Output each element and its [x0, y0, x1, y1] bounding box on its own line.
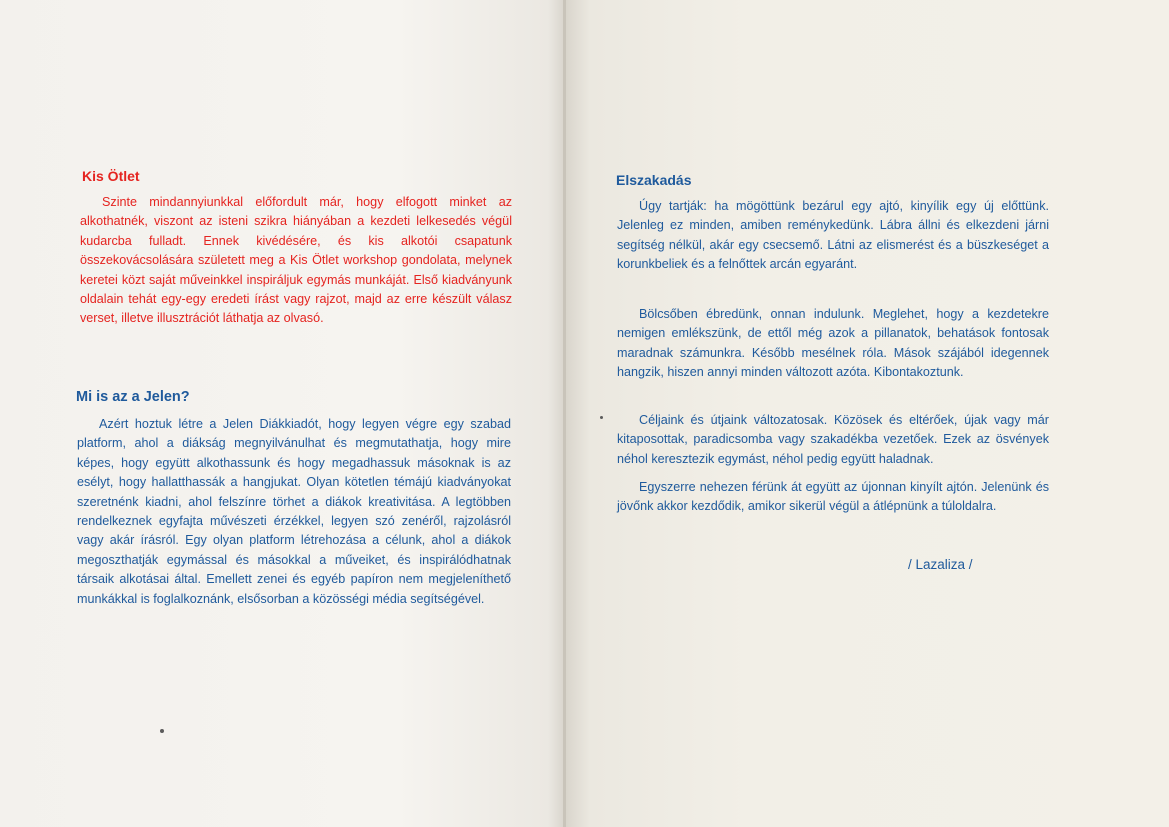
elszakadas-paragraph-4: Egyszerre nehezen férünk át együtt az újonnan kinyílt ajtón. Jelenünk és jövőnk akkor kezdődik, amikor sikerül végül a átlépnünk a túloldalra.	[617, 480, 1049, 514]
author-signature: / Lazaliza /	[908, 557, 973, 572]
elszakadas-paragraph-3: Céljaink és útjaink változatosak. Közösek és eltérőek, újak vagy már kitaposottak, paradicsomba vagy szakadékba vezetőek. Ezek az ösvények néhol keresztezik egymást, néhol pedig együtt haladnak.	[617, 413, 1049, 466]
left-page	[0, 0, 565, 827]
paper-speck	[600, 416, 603, 419]
elszakadas-paragraph-2: Bölcsőben ébredünk, onnan indulunk. Meglehet, hogy a kezdetekre nemigen emlékszünk, de ettől még azok a pillanatok, behatások fontosak maradnak számunkra. Később mesélnek róla. Mások szájából idegennek hangzik, hiszen annyi minden változott azóta. Kibontakoztunk.	[617, 307, 1049, 380]
elszakadas-heading: Elszakadás	[616, 172, 692, 188]
jelen-paragraph: Azért hoztuk létre a Jelen Diákkiadót, hogy legyen végre egy szabad platform, ahol a diákság megnyilvánulhat és megmutathatja, hogy mire képes, hogy együtt alkothassunk és hogy megadhassuk másoknak is az esélyt, hogy hallatthassák a hangjukat. Olyan kötetlen témájú kiadványokat szeretnénk kiadni, ahol felszínre törhet a diákok kreativitása. A legtöbben rendelkeznek egyfajta művészeti érzékkel, legyen szó zenéről, rajzolásról vagy akár írásról. Egy olyan platform létrehozása a célunk, ahol a diákok megoszthatják egymással és másokkal a műveiket, és inspirálódhatnak társaik alkotásai által. Emellett zenei és egyéb papíron nem megjeleníthető munkákkal is foglalkoznánk, elsősorban a közösségi média segítségével.	[77, 417, 511, 606]
kis-otlet-paragraph: Szinte mindannyiunkkal előfordult már, hogy elfogott minket az alkothatnék, viszont az isteni szikra hiányában a kezdeti lelkesedés végül kudarcba fulladt. Ennek kivédésére, és kis alkotói csapatunk összekovácsolására született meg a Kis Ötlet workshop gondolata, melynek keretei közt saját műveinkkel inspiráljuk egymás munkáját. Első kiadványunk oldalain tehát egy-egy eredeti írást vagy rajzot, majd az erre készült válasz verset, illetve illusztrációt láthatja az olvasó.	[80, 195, 512, 326]
elszakadas-paragraph-1: Úgy tartják: ha mögöttünk bezárul egy ajtó, kinyílik egy új előttünk. Jelenleg ez minden, amiben reménykedünk. Lábra állni és elkezdeni járni segítség nélkül, akár egy csecsemő. Látni az elismerést és a büszkeséget a korunkbeliek és a felnőttek arcán egyaránt.	[617, 199, 1049, 272]
kis-otlet-heading: Kis Ötlet	[82, 168, 140, 184]
jelen-heading: Mi is az a Jelen?	[76, 389, 190, 405]
paper-speck	[160, 729, 164, 733]
